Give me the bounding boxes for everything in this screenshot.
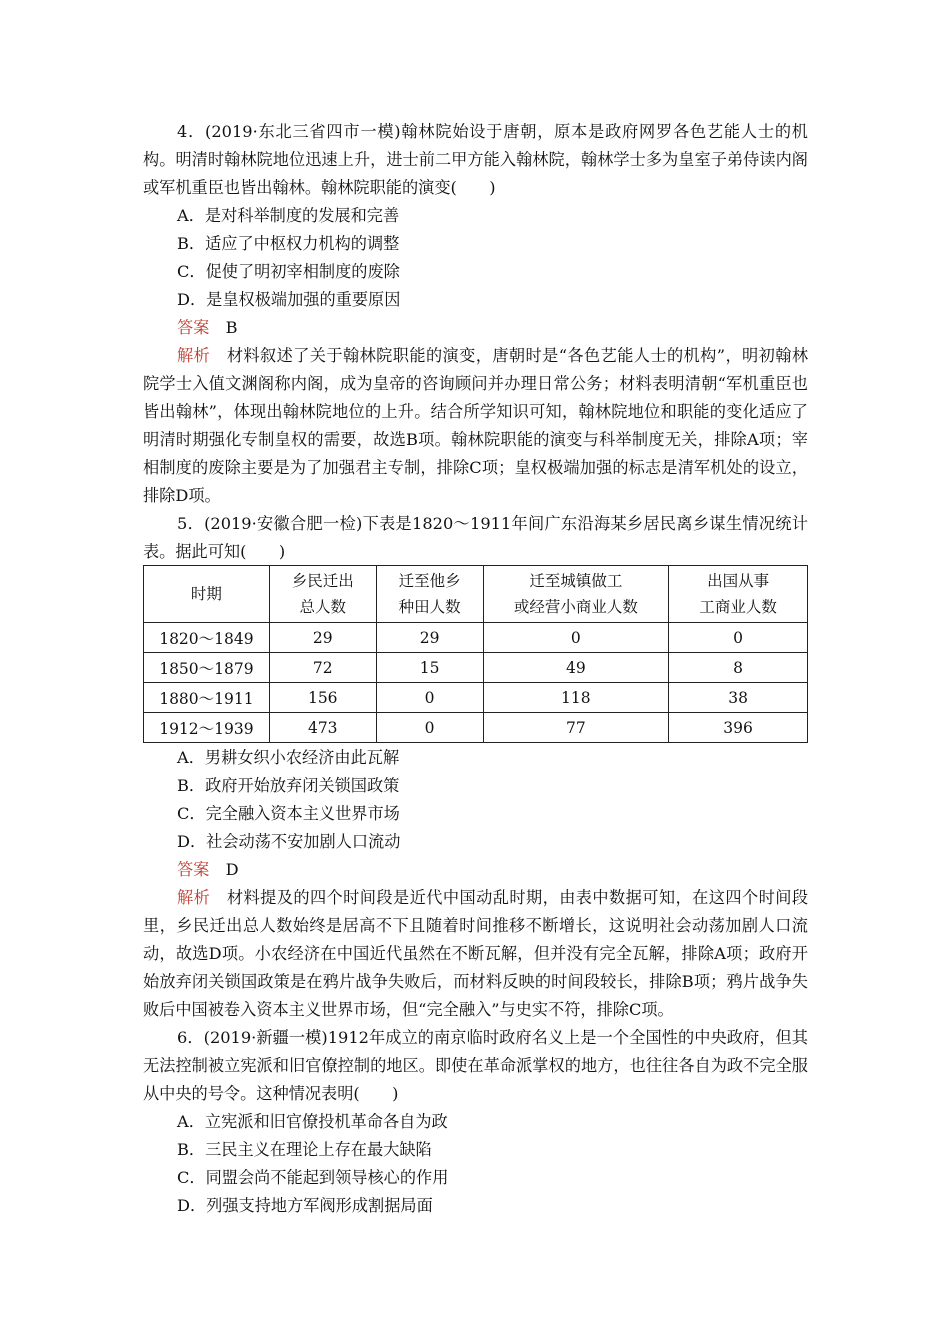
question-4-analysis bbox=[143, 342, 808, 510]
question-6-option-b: B．三民主义在理论上存在最大缺陷 bbox=[177, 1140, 432, 1159]
cell-total: 72 bbox=[269, 653, 376, 683]
cell-farming: 0 bbox=[376, 713, 483, 743]
question-4-answer bbox=[143, 314, 808, 342]
question-4-option-c: C．促使了明初宰相制度的废除 bbox=[177, 262, 400, 281]
cell-farming: 15 bbox=[376, 653, 483, 683]
question-5-option-d: D．社会动荡不安加剧人口流动 bbox=[177, 832, 401, 851]
cell-town: 49 bbox=[483, 653, 669, 683]
question-6-option-d: D．列强支持地方军阀形成割据局面 bbox=[177, 1196, 433, 1215]
header-period: 时期 bbox=[144, 566, 270, 623]
answer-value: B bbox=[225, 318, 238, 337]
analysis-label: 解析 bbox=[177, 346, 211, 365]
question-6-option-c: C．同盟会尚不能起到领导核心的作用 bbox=[177, 1168, 449, 1187]
question-4-stem: 4．(2019·东北三省四市一模)翰林院始设于唐朝，原本是政府网罗各色艺能人士的机构。明清时翰林院地位迅速上升，进士前二甲方能入翰林院，翰林学士多为皇室子弟侍读内阁或军机重臣也皆出翰林。翰林院职能的演变( ) bbox=[143, 122, 808, 197]
question-5-stem: 5．(2019·安徽合肥一检)下表是1820～1911年间广东沿海某乡居民离乡谋生情况统计表。据此可知( ) bbox=[143, 514, 808, 561]
cell-abroad: 38 bbox=[669, 683, 808, 713]
cell-total: 156 bbox=[269, 683, 376, 713]
header-farming: 迁至他乡 种田人数 bbox=[376, 566, 483, 623]
header-town-work: 迁至城镇做工 或经营小商业人数 bbox=[483, 566, 669, 623]
cell-abroad: 396 bbox=[669, 713, 808, 743]
question-6-option-a: A．立宪派和旧官僚投机革命各自为政 bbox=[177, 1112, 448, 1131]
answer-label: 答案 bbox=[177, 860, 210, 879]
table-row bbox=[144, 653, 808, 683]
question-5-options bbox=[143, 744, 808, 1220]
table-row bbox=[144, 623, 808, 653]
question-4 bbox=[143, 118, 808, 510]
answer-label: 答案 bbox=[177, 318, 210, 337]
question-5-option-a: A．男耕女织小农经济由此瓦解 bbox=[177, 748, 400, 767]
question-4-option-b: B．适应了中枢权力机构的调整 bbox=[177, 234, 400, 253]
cell-farming: 0 bbox=[376, 683, 483, 713]
cell-total: 29 bbox=[269, 623, 376, 653]
analysis-text: 材料提及的四个时间段是近代中国动乱时期，由表中数据可知，在这四个时间段里，乡民迁出总人数始终是居高不下且随着时间推移不断增长，这说明社会动荡加剧人口流动，故选D项。小农经济在中国近代虽然在不断瓦解，但并没有完全瓦解，排除A项；政府开始放弃闭关锁国政策是在鸦片战争失败后，而材料反映的时间段较长，排除B项；鸦片战争失败后中国被卷入资本主义世界市场，但“完全融入”与史实不符，排除C项。 bbox=[143, 888, 809, 1019]
cell-period: 1820～1849 bbox=[144, 623, 270, 653]
migration-table bbox=[143, 565, 808, 743]
question-4-option-d: D．是皇权极端加强的重要原因 bbox=[177, 290, 401, 309]
cell-farming: 29 bbox=[376, 623, 483, 653]
question-4-option-a: A．是对科举制度的发展和完善 bbox=[177, 206, 400, 225]
header-total-out: 乡民迁出 总人数 bbox=[269, 566, 376, 623]
cell-abroad: 8 bbox=[669, 653, 808, 683]
cell-period: 1850～1879 bbox=[144, 653, 270, 683]
cell-town: 118 bbox=[483, 683, 669, 713]
cell-period: 1880～1911 bbox=[144, 683, 270, 713]
cell-total: 473 bbox=[269, 713, 376, 743]
cell-period: 1912～1939 bbox=[144, 713, 270, 743]
question-5-option-c: C．完全融入资本主义世界市场 bbox=[177, 804, 400, 823]
question-5-analysis bbox=[143, 884, 808, 1024]
question-5 bbox=[143, 510, 808, 566]
question-5-option-b: B．政府开始放弃闭关锁国政策 bbox=[177, 776, 400, 795]
question-6-stem: 6．(2019·新疆一模)1912年成立的南京临时政府名义上是一个全国性的中央政府，但其无法控制被立宪派和旧官僚控制的地区。即使在革命派掌权的地方，也往往各自为政不完全服从中央的号令。这种情况表明( ) bbox=[143, 1028, 808, 1103]
table-row bbox=[144, 713, 808, 743]
header-abroad: 出国从事 工商业人数 bbox=[669, 566, 808, 623]
table-row bbox=[144, 683, 808, 713]
table-header-row bbox=[144, 566, 808, 623]
analysis-label: 解析 bbox=[177, 888, 211, 907]
analysis-text: 材料叙述了关于翰林院职能的演变，唐朝时是“各色艺能人士的机构”，明初翰林院学士入值文渊阁称内阁，成为皇帝的咨询顾问并办理日常公务；材料表明清朝“军机重臣也皆出翰林”，体现出翰林院地位的上升。结合所学知识可知，翰林院地位和职能的变化适应了明清时期强化专制皇权的需要，故选B项。翰林院职能的演变与科举制度无关，排除A项；宰相制度的废除主要是为了加强君主专制，排除C项；皇权极端加强的标志是清军机处的设立，排除D项。 bbox=[143, 346, 809, 505]
cell-town: 0 bbox=[483, 623, 669, 653]
question-5-answer bbox=[143, 856, 808, 884]
cell-abroad: 0 bbox=[669, 623, 808, 653]
cell-town: 77 bbox=[483, 713, 669, 743]
answer-value: D bbox=[225, 860, 239, 879]
